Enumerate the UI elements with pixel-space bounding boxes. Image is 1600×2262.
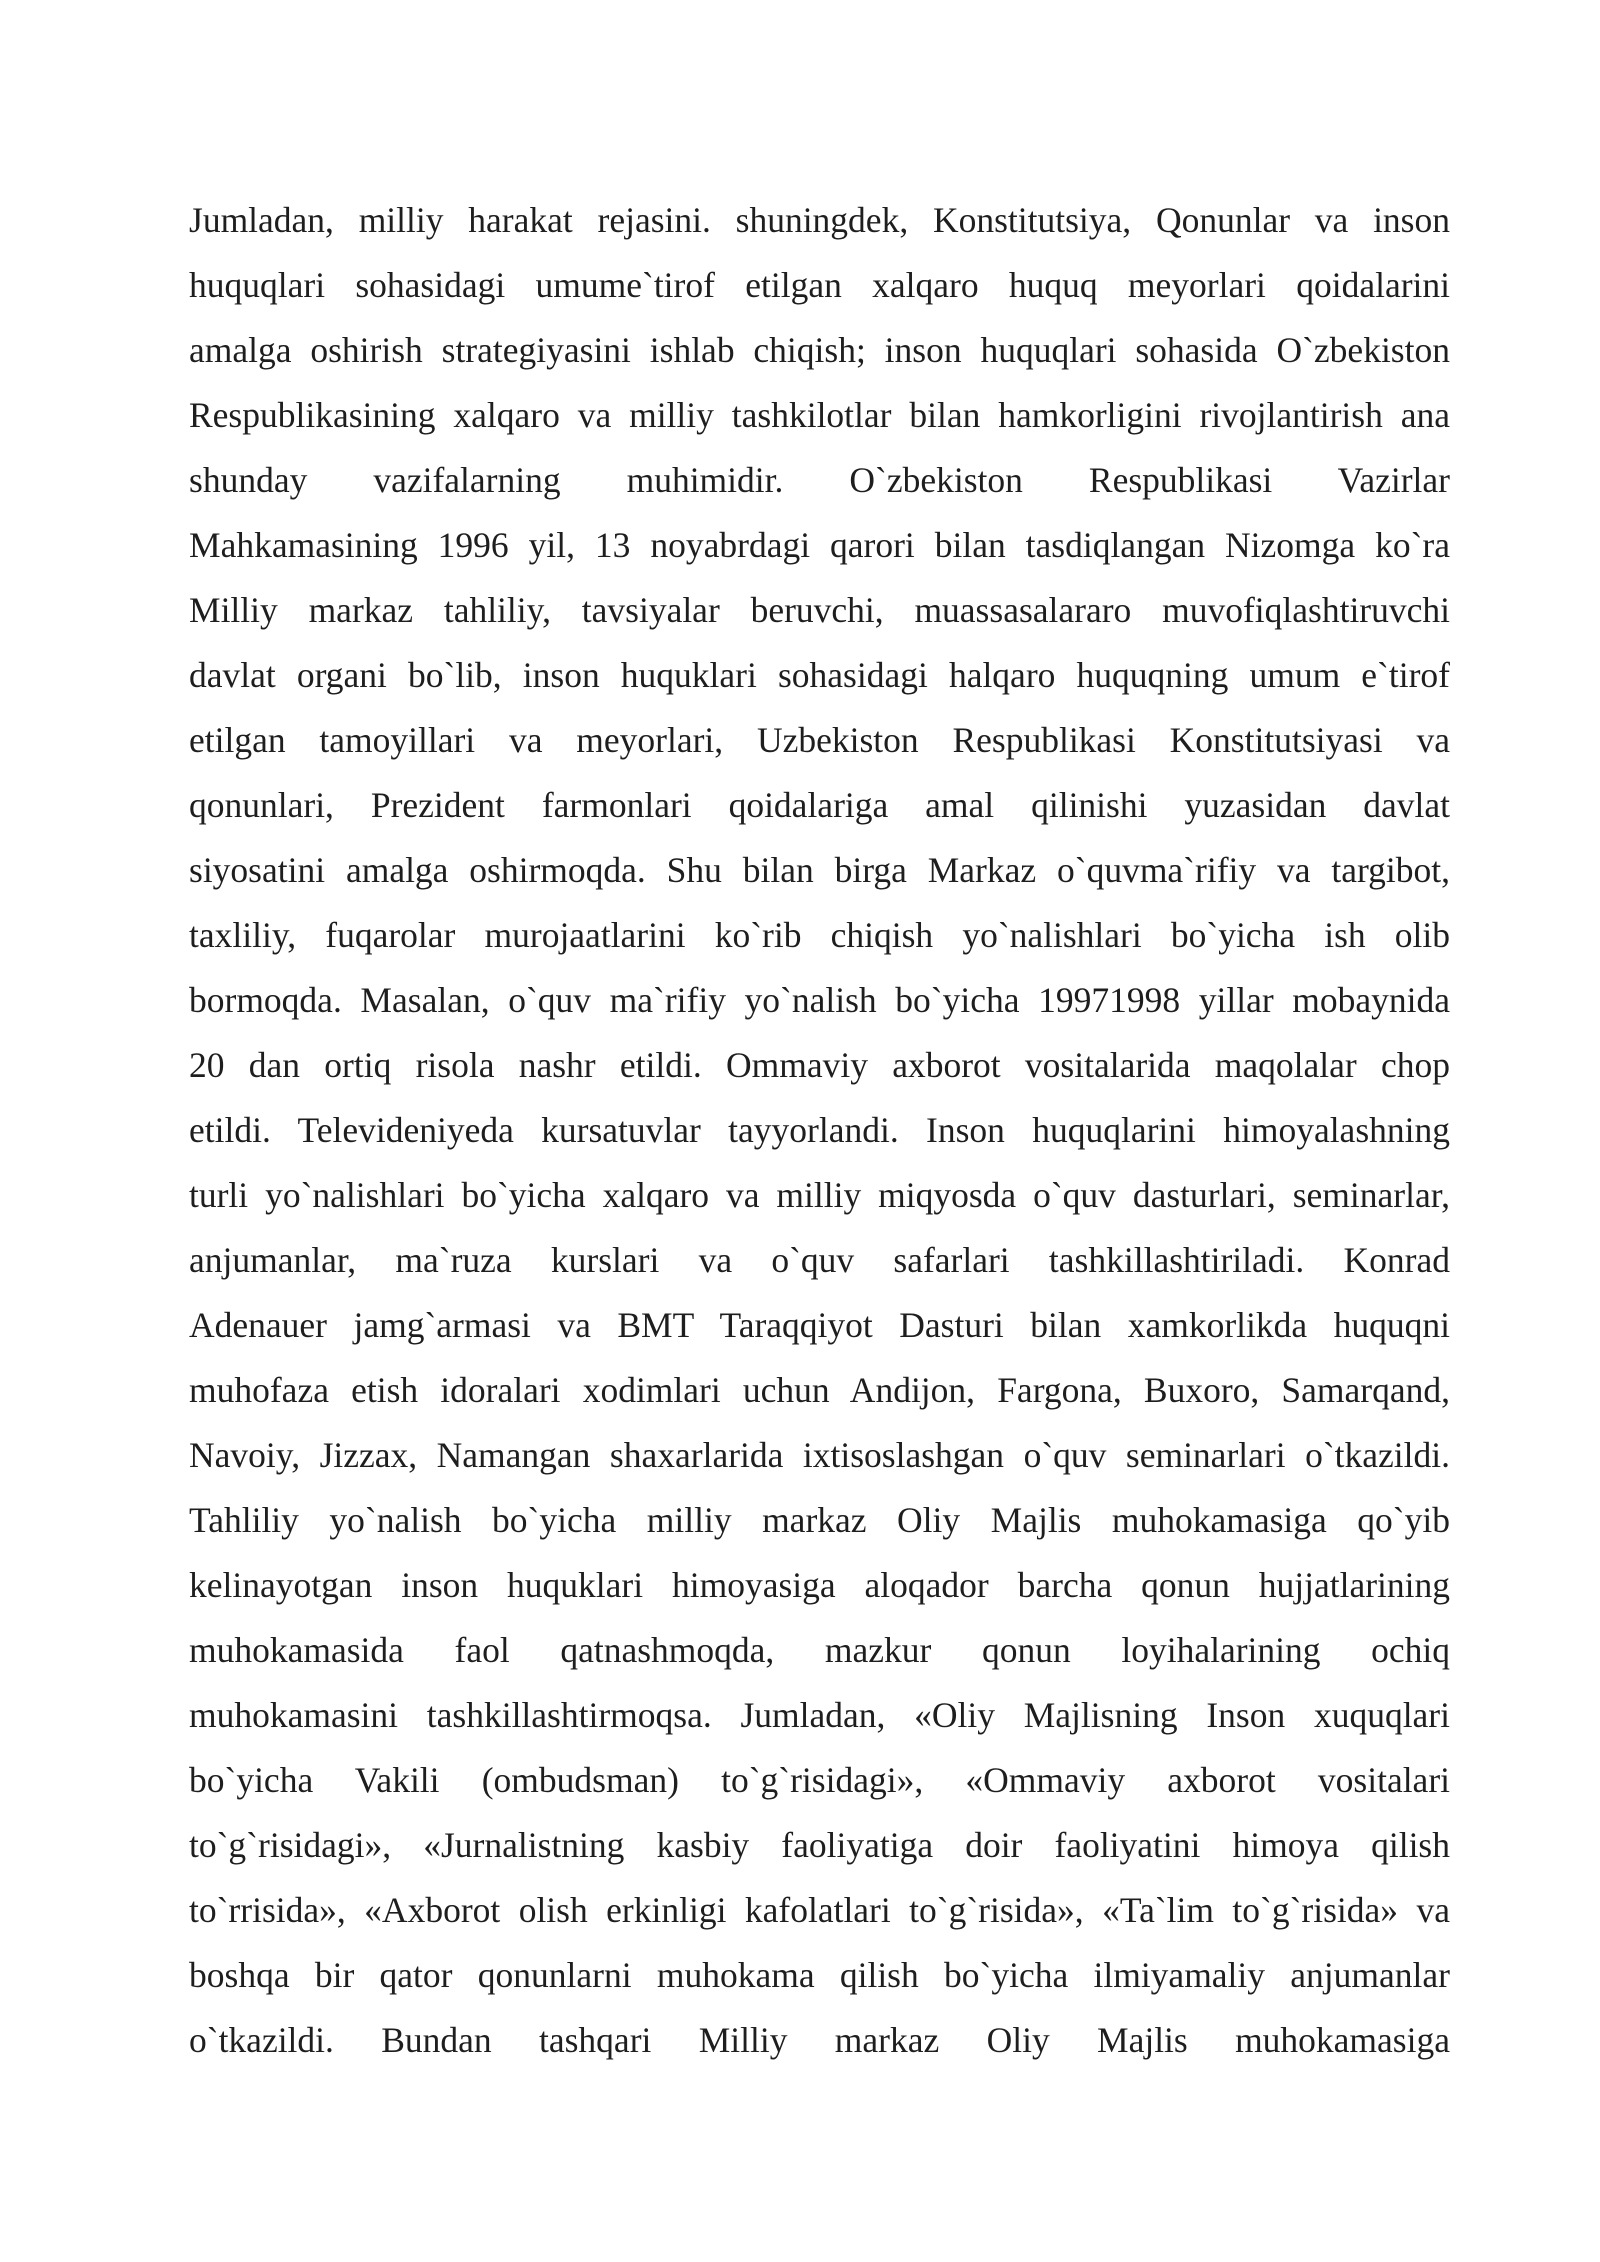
text-line: to`g`risidagi», «Jurnalistning kasbiy faoliyatiga doir faoliyatini himoya qilish — [189, 1825, 1450, 1865]
text-line: shunday vazifalarning muhimidir. O`zbekiston Respublikasi Vazirlar — [189, 460, 1450, 500]
text-line: qonunlari, Prezident farmonlari qoidalariga amal qilinishi yuzasidan davlat — [189, 785, 1450, 825]
text-line: turli yo`nalishlari bo`yicha xalqaro va milliy miqyosda o`quv dasturlari, seminarlar, — [189, 1175, 1450, 1215]
text-line: siyosatini amalga oshirmoqda. Shu bilan birga Markaz o`quvma`rifiy va targibot, — [189, 850, 1450, 890]
text-line: Jumladan, milliy harakat rejasini. shuningdek, Konstitutsiya, Qonunlar va inson — [189, 200, 1450, 240]
text-line: Milliy markaz tahliliy, tavsiyalar beruvchi, muassasalararo muvofiqlashtiruvchi — [189, 590, 1450, 630]
text-line: kelinayotgan inson huquklari himoyasiga aloqador barcha qonun hujjatlarining — [189, 1565, 1450, 1605]
text-line: amalga oshirish strategiyasini ishlab chiqish; inson huquqlari sohasida O`zbekiston — [189, 330, 1450, 370]
text-line: to`rrisida», «Axborot olish erkinligi kafolatlari to`g`risida», «Ta`lim to`g`risida» va — [189, 1890, 1450, 1930]
text-line: bormoqda. Masalan, o`quv ma`rifiy yo`nalish bo`yicha 19971998 yillar mobaynida — [189, 980, 1450, 1020]
text-line: muhofaza etish idoralari xodimlari uchun Andijon, Fargona, Buxoro, Samarqand, — [189, 1370, 1450, 1410]
text-line: anjumanlar, ma`ruza kurslari va o`quv safarlari tashkillashtiriladi. Konrad — [189, 1240, 1450, 1280]
text-line: 20 dan ortiq risola nashr etildi. Ommaviy axborot vositalarida maqolalar chop — [189, 1045, 1450, 1085]
text-line: muhokamasini tashkillashtirmoqsa. Jumladan, «Oliy Majlisning Inson xuquqlari — [189, 1695, 1450, 1735]
text-line: boshqa bir qator qonunlarni muhokama qilish bo`yicha ilmiyamaliy anjumanlar — [189, 1955, 1450, 1995]
text-line: bo`yicha Vakili (ombudsman) to`g`risidagi», «Ommaviy axborot vositalari — [189, 1760, 1450, 1800]
text-line: Respublikasining xalqaro va milliy tashkilotlar bilan hamkorligini rivojlantirish ana — [189, 395, 1450, 435]
text-line: huquqlari sohasidagi umume`tirof etilgan xalqaro huquq meyorlari qoidalarini — [189, 265, 1450, 305]
text-line: Mahkamasining 1996 yil, 13 noyabrdagi qarori bilan tasdiqlangan Nizomga ko`ra — [189, 525, 1450, 565]
text-line: davlat organi bo`lib, inson huquklari sohasidagi halqaro huquqning umum e`tirof — [189, 655, 1450, 695]
text-line: muhokamasida faol qatnashmoqda, mazkur qonun loyihalarining ochiq — [189, 1630, 1450, 1670]
text-line: Navoiy, Jizzax, Namangan shaxarlarida ixtisoslashgan o`quv seminarlari o`tkazildi. — [189, 1435, 1450, 1475]
text-line: o`tkazildi. Bundan tashqari Milliy markaz Oliy Majlis muhokamasiga — [189, 2020, 1450, 2060]
text-line: etildi. Televideniyeda kursatuvlar tayyorlandi. Inson huquqlarini himoyalashning — [189, 1110, 1450, 1150]
text-line: etilgan tamoyillari va meyorlari, Uzbekiston Respublikasi Konstitutsiyasi va — [189, 720, 1450, 760]
text-line: Tahliliy yo`nalish bo`yicha milliy markaz Oliy Majlis muhokamasiga qo`yib — [189, 1500, 1450, 1540]
text-line: taxliliy, fuqarolar murojaatlarini ko`rib chiqish yo`nalishlari bo`yicha ish olib — [189, 915, 1450, 955]
text-line: Adenauer jamg`armasi va BMT Taraqqiyot Dasturi bilan xamkorlikda huquqni — [189, 1305, 1450, 1345]
body-text — [189, 188, 1450, 2073]
